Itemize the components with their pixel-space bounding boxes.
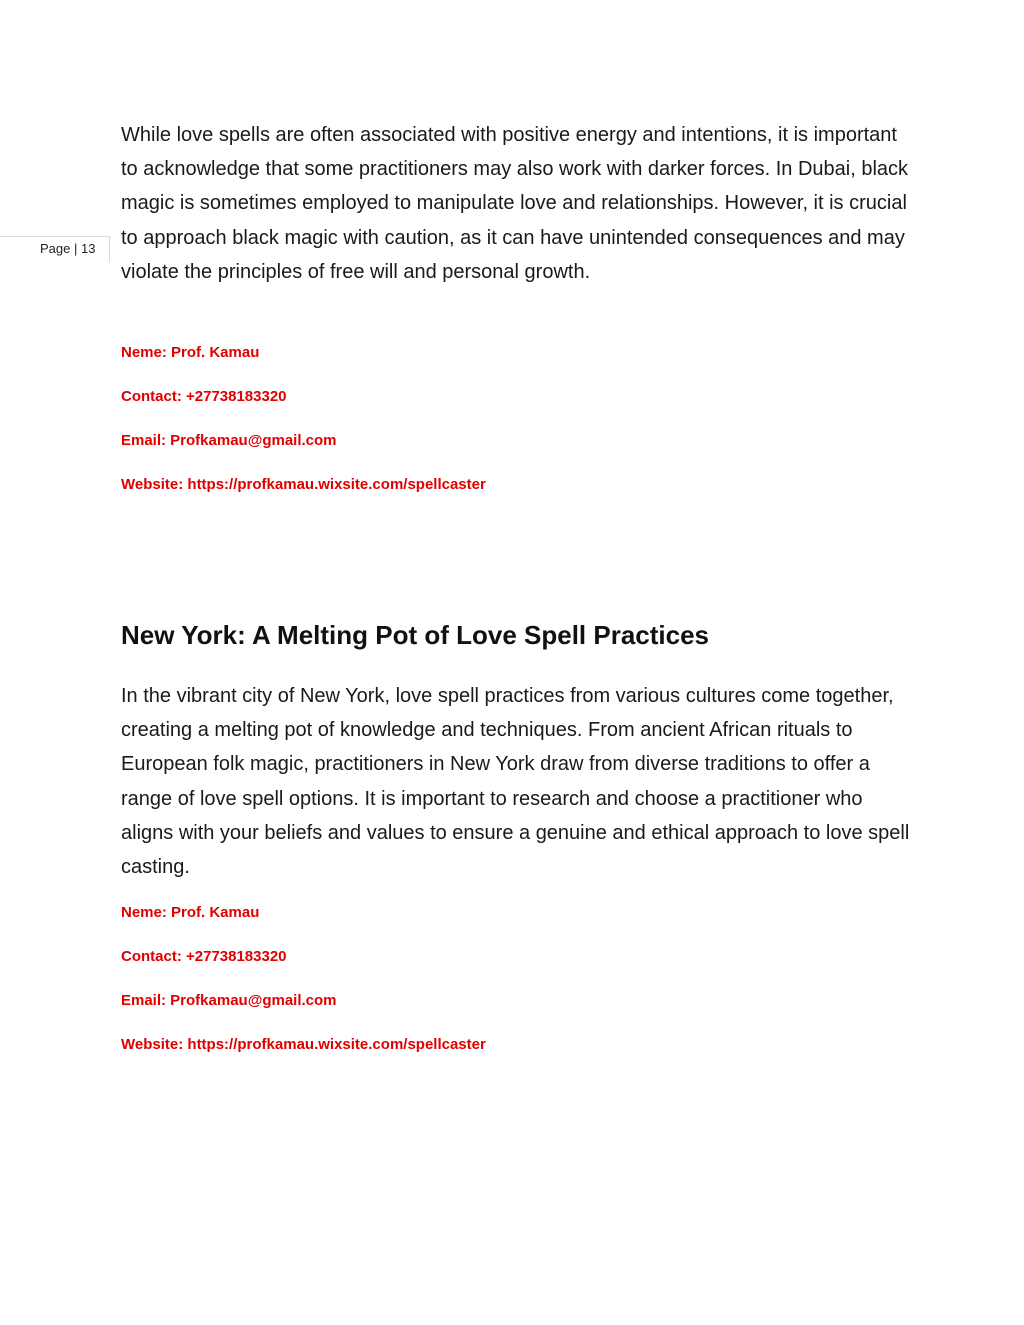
- section-1-contact-name: Neme: Prof. Kamau: [121, 344, 260, 361]
- section-1-contact-website: Website: https://profkamau.wixsite.com/spellcaster: [121, 476, 486, 493]
- section-1-contact-email: Email: Profkamau@gmail.com: [121, 432, 337, 449]
- section-2-contact-phone: Contact: +27738183320: [121, 948, 287, 965]
- section-2-contact-email: Email: Profkamau@gmail.com: [121, 992, 337, 1009]
- page-number-marker: [0, 236, 110, 262]
- section-1-contact-phone: Contact: +27738183320: [121, 388, 287, 405]
- section-1-paragraph: While love spells are often associated with positive energy and intentions, it is important to acknowledge that some practitioners may also work with darker forces. In Dubai, black magic is sometimes employed to manipulate love and relationships. However, it is crucial to approach black magic with caution, as it can have unintended consequences and may violate the principles of free will and personal growth.: [121, 124, 909, 283]
- section-2-paragraph: In the vibrant city of New York, love spell practices from various cultures come together, creating a melting pot of knowledge and techniques. From ancient African rituals to European folk magic, practitioners in New York draw from diverse traditions to offer a range of love spell options. It is important to research and choose a practitioner who aligns with your beliefs and values to ensure a genuine and ethical approach to love spell casting.: [121, 685, 910, 879]
- section-2-heading: New York: A Melting Pot of Love Spell Practices: [121, 620, 710, 650]
- page-number-label: Page | 13: [40, 241, 96, 256]
- section-2-contact-name: Neme: Prof. Kamau: [121, 904, 260, 921]
- section-2-contact-website: Website: https://profkamau.wixsite.com/spellcaster: [121, 1036, 486, 1053]
